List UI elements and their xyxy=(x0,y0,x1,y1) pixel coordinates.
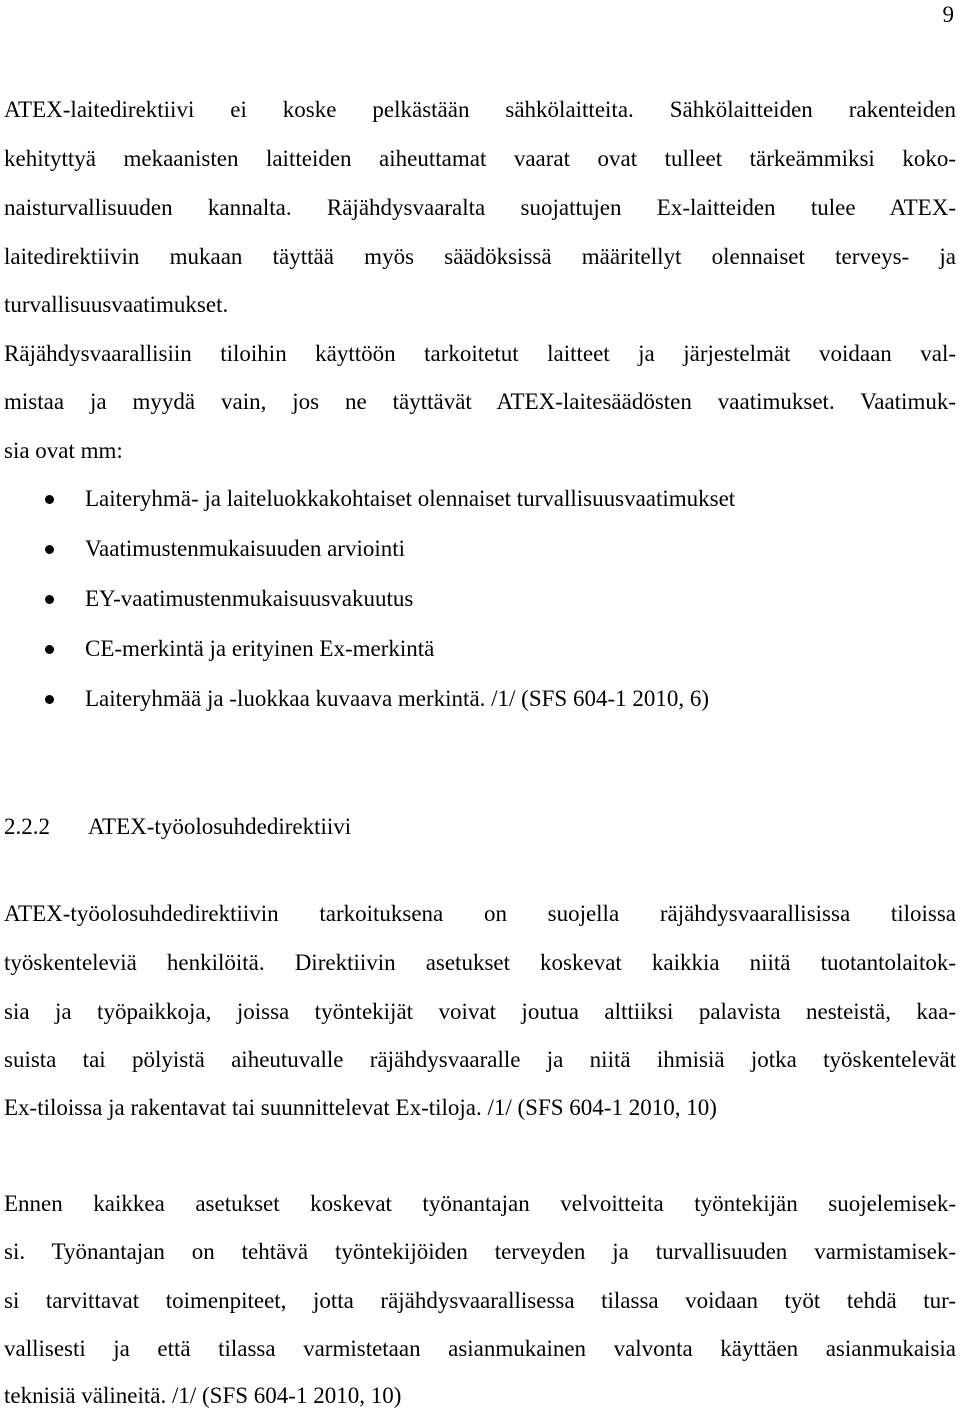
list-item-text: Laiteryhmää ja -luokkaa kuvaava merkintä. /1/ (SFS 604-1 2010, 6) xyxy=(85,686,710,711)
page-number: 9 xyxy=(942,2,954,27)
bullet-icon xyxy=(45,495,54,504)
bullet-icon xyxy=(45,545,54,554)
paragraph-line: laitedirektiivin mukaan täyttää myös säädöksissä määritellyt olennaiset terveys- ja xyxy=(4,244,956,269)
list-item-text: Vaatimustenmukaisuuden arviointi xyxy=(85,536,406,561)
paragraph-line: sia ja työpaikkoja, joissa työntekijät voivat joutua alttiiksi palavista nesteistä, kaa- xyxy=(4,999,956,1024)
paragraph-line: kehityttyä mekaanisten laitteiden aiheuttamat vaarat ovat tulleet tärkeämmiksi koko- xyxy=(4,146,956,171)
paragraph-line: Räjähdysvaarallisiin tiloihin käyttöön tarkoitetut laitteet ja järjestelmät voidaan val- xyxy=(4,341,956,366)
paragraph-line: mistaa ja myydä vain, jos ne täyttävät ATEX-laitesäädösten vaatimukset. Vaatimuk- xyxy=(4,389,956,414)
list-item-text: EY-vaatimustenmukaisuusvakuutus xyxy=(85,586,414,611)
paragraph-line: turvallisuusvaatimukset. xyxy=(4,292,229,317)
list-item-text: CE-merkintä ja erityinen Ex-merkintä xyxy=(85,636,435,661)
paragraph-line: vallisesti ja että tilassa varmistetaan asianmukainen valvonta käyttäen asianmukaisia xyxy=(4,1336,956,1361)
paragraph-line: teknisiä välineitä. /1/ (SFS 604-1 2010, 10) xyxy=(4,1383,402,1408)
paragraph-line: suista tai pölyistä aiheutuvalle räjähdysvaaralle ja niitä ihmisiä jotka työskentelevät xyxy=(4,1047,956,1072)
bullet-icon xyxy=(45,595,54,604)
section-title: ATEX-työolosuhdedirektiivi xyxy=(88,814,352,839)
paragraph-line: työskenteleviä henkilöitä. Direktiivin asetukset koskevat kaikkia niitä tuotantolaitok- xyxy=(4,950,956,975)
paragraph-line: Ex-tiloissa ja rakentavat tai suunnittelevat Ex-tiloja. /1/ (SFS 604-1 2010, 10) xyxy=(4,1095,717,1120)
paragraph-line: naisturvallisuuden kannalta. Räjähdysvaaralta suojattujen Ex-laitteiden tulee ATEX- xyxy=(4,195,956,220)
paragraph-line: ATEX-laitedirektiivi ei koske pelkästään sähkölaitteita. Sähkölaitteiden rakenteiden xyxy=(4,97,956,122)
bullet-icon xyxy=(45,645,54,654)
paragraph-line: Ennen kaikkea asetukset koskevat työnantajan velvoitteita työntekijän suojelemisek- xyxy=(4,1191,956,1216)
paragraph-line: ATEX-työolosuhdedirektiivin tarkoituksena on suojella räjähdysvaarallisissa tiloissa xyxy=(4,901,956,926)
paragraph-line: si. Työnantajan on tehtävä työntekijöiden terveyden ja turvallisuuden varmistamisek- xyxy=(4,1239,956,1264)
bullet-icon xyxy=(45,695,54,704)
list-item-text: Laiteryhmä- ja laiteluokkakohtaiset olennaiset turvallisuusvaatimukset xyxy=(85,486,736,511)
section-number: 2.2.2 xyxy=(4,814,50,839)
paragraph-line: si tarvittavat toimenpiteet, jotta räjähdysvaarallisessa tilassa voidaan työt tehdä tur- xyxy=(4,1288,956,1313)
paragraph-line: sia ovat mm: xyxy=(4,438,123,463)
